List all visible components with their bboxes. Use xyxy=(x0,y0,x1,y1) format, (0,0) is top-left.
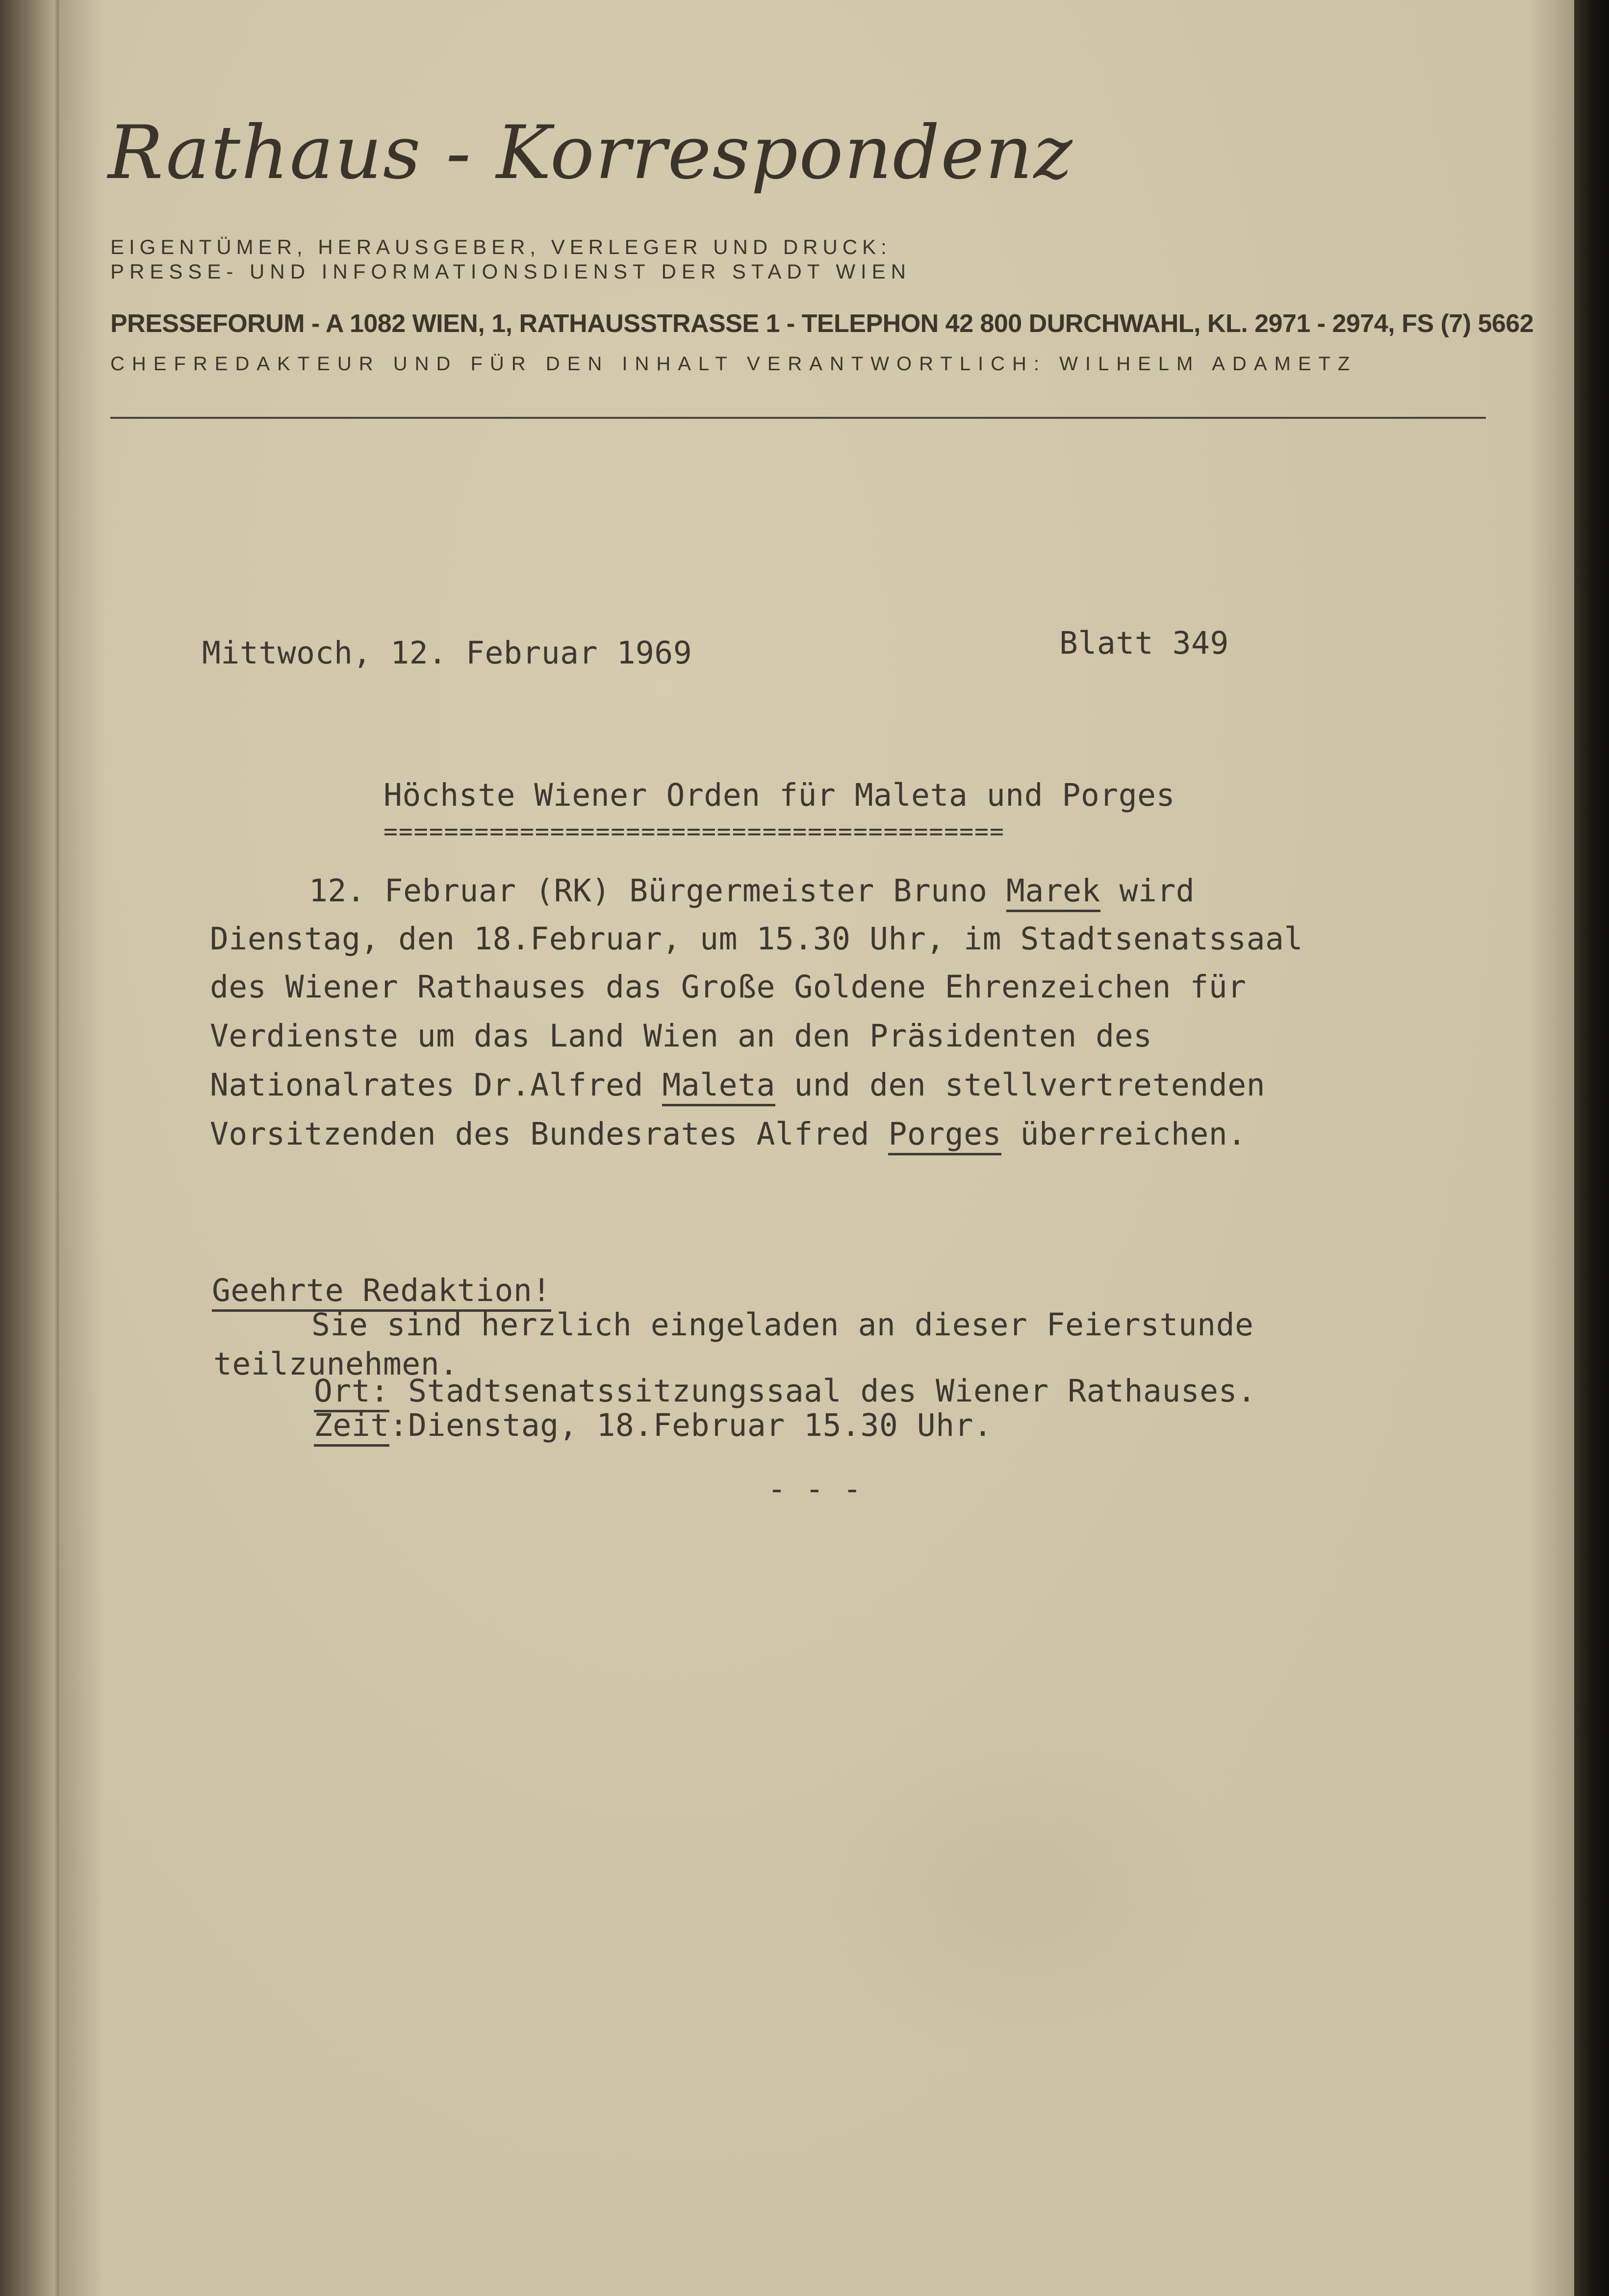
text-segment: Vorsitzenden des Bundesrates Alfred xyxy=(210,1116,889,1152)
binding-cover-edge xyxy=(1570,0,1609,2296)
end-mark: - - - xyxy=(767,1471,862,1507)
paragraph-line-2: Dienstag, den 18.Februar, um 15.30 Uhr, im Stadtsenatssaal xyxy=(210,921,1303,957)
paragraph-line-6 xyxy=(210,1116,1247,1152)
adjacent-page-edge xyxy=(0,0,64,2296)
notice-line-1: Sie sind herzlich eingeladen an dieser Feierstunde xyxy=(311,1307,1254,1343)
time-value: :Dienstag, 18.Februar 15.30 Uhr. xyxy=(389,1407,993,1443)
location-value: Stadtsenatssitzungssaal des Wiener Rathauses. xyxy=(389,1373,1256,1409)
text-segment: und den stellvertretenden xyxy=(775,1067,1266,1103)
location-label: Ort: xyxy=(314,1373,389,1412)
paper-stain xyxy=(794,1716,1236,2060)
sheet-number: Blatt 349 xyxy=(1059,625,1229,661)
notice-heading-text: Geehrte Redaktion! xyxy=(212,1273,551,1312)
notice-heading xyxy=(212,1273,551,1308)
letterhead-owner-line: EIGENTÜMER, HERAUSGEBER, VERLEGER UND DRUCK: xyxy=(110,235,892,258)
name-maleta: Maleta xyxy=(662,1067,775,1106)
paragraph-line-4: Verdienste um das Land Wien an den Präsidenten des xyxy=(210,1018,1152,1054)
time-label: Zeit xyxy=(314,1407,389,1447)
paragraph-line-3: des Wiener Rathauses das Große Goldene Ehrenzeichen für xyxy=(210,969,1247,1005)
letterhead-address-line: PRESSEFORUM - A 1082 WIEN, 1, RATHAUSSTRASSE 1 - TELEPHON 42 800 DURCHWAHL, KL. 2971 - 2974, FS (7) 5662 xyxy=(110,309,1534,338)
letterhead-editor-line: CHEFREDAKTEUR UND FÜR DEN INHALT VERANTWORTLICH: WILHELM ADAMETZ xyxy=(110,353,1357,375)
name-porges: Porges xyxy=(888,1116,1001,1155)
letterhead-publisher-line: PRESSE- UND INFORMATIONSDIENST DER STADT WIEN xyxy=(110,260,911,283)
notice-location xyxy=(314,1373,1256,1409)
text-segment: 12. Februar (RK) Bürgermeister Bruno xyxy=(309,873,1006,909)
masthead-title: Rathaus - Korrespondenz xyxy=(108,110,1073,196)
text-segment: wird xyxy=(1100,873,1195,909)
text-segment: überreichen. xyxy=(1001,1116,1247,1152)
text-segment: Nationalrates Dr.Alfred xyxy=(210,1067,663,1103)
name-marek: Marek xyxy=(1006,873,1100,912)
paragraph-line-1 xyxy=(309,873,1195,909)
paragraph-line-5 xyxy=(210,1067,1265,1103)
notice-time xyxy=(314,1407,992,1443)
article-title: Höchste Wiener Orden für Maleta und Porges xyxy=(383,777,1175,813)
letterhead-divider xyxy=(110,417,1486,419)
document-date: Mittwoch, 12. Februar 1969 xyxy=(202,635,692,671)
notice-line-2: teilzunehmen. xyxy=(213,1346,459,1382)
title-double-underline: ========================================= xyxy=(383,818,1005,845)
